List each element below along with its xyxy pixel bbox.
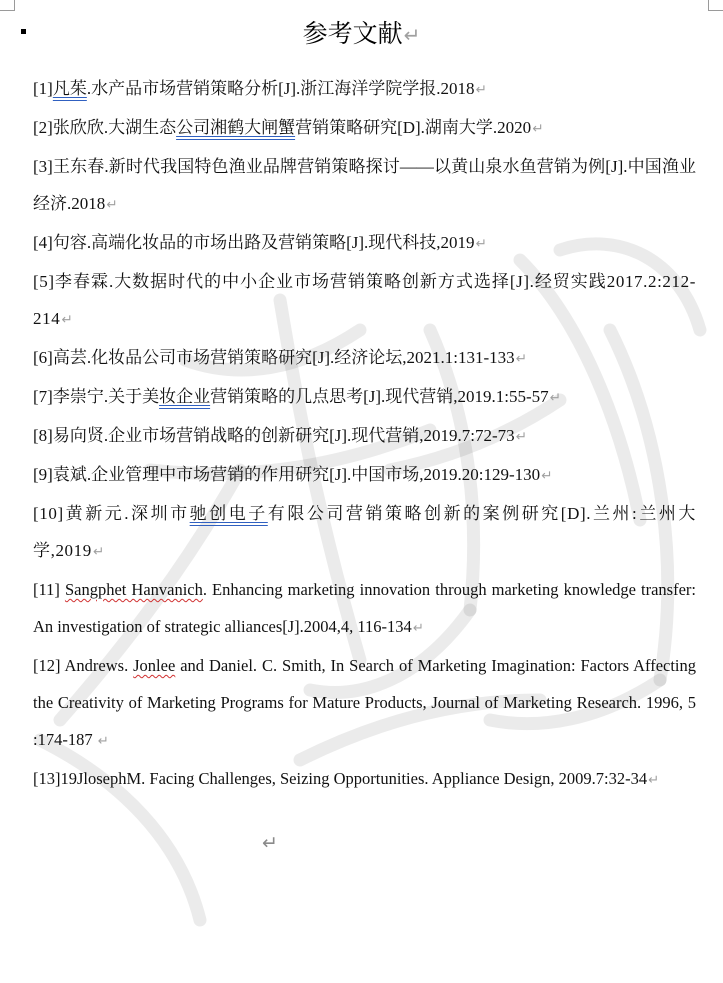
reference-text: [9]袁斌.企业管理中市场营销的作用研究[J].中国市场,2019.20:129-130	[33, 465, 541, 484]
reference-text: [2]张欣欣.大湖生态	[33, 118, 177, 137]
reference-text: [4]句容.高端化妆品的市场出路及营销策略[J].现代科技,2019	[33, 233, 475, 252]
reference-item-2	[33, 109, 696, 148]
return-mark-icon: ↵	[412, 621, 424, 636]
page-corner-top-right	[708, 0, 723, 11]
reference-text: [6]高芸.化妆品公司市场营销策略研究[J].经济论坛,2021.1:131-133	[33, 348, 515, 367]
reference-item-7	[33, 378, 696, 417]
reference-text: 营销策略研究[D].湖南大学.2020	[295, 118, 532, 137]
reference-text: [13]19JlosephM. Facing Challenges, Seizing Opportunities. Appliance Design, 2009.7:32-34	[33, 769, 648, 788]
spell-marked-text: 凡茱	[52, 79, 87, 98]
reference-item-13	[33, 760, 696, 799]
reference-text: 营销策略的几点思考[J].现代营销,2019.1:55-57	[210, 387, 549, 406]
reference-text: . Enhancing marketing innovation through marketing knowledge transfer: An investigation of strategic alliances[J].2004,4, 116-134	[33, 580, 696, 636]
return-mark-icon: ↵	[475, 236, 487, 252]
reference-text: 有限公司营销策略创新的案例研究[D].兰州:兰州大学,2019	[33, 504, 696, 560]
reference-item-6	[33, 339, 696, 378]
reference-text: [1]	[33, 79, 53, 98]
spell-marked-text: Jonlee	[133, 656, 176, 675]
reference-item-10	[33, 495, 696, 571]
spell-marked-text: 公司湘鹤大闸蟹	[176, 118, 296, 137]
page-title-text: 参考文献	[302, 19, 403, 48]
return-mark-icon: ↵	[648, 773, 660, 788]
reference-text: .水产品市场营销策略分析[J].浙江海洋学院学报.2018	[86, 79, 475, 98]
reference-item-11	[33, 571, 696, 647]
reference-text: [12] Andrews.	[33, 656, 134, 675]
reference-item-1	[33, 70, 696, 109]
return-mark-icon: ↵	[61, 312, 74, 328]
return-mark-icon: ↵	[541, 468, 553, 484]
reference-item-5	[33, 263, 696, 339]
reference-text: [11]	[33, 580, 65, 599]
return-mark-icon: ↵	[403, 23, 421, 47]
reference-text: [3]王东春.新时代我国特色渔业品牌营销策略探讨——以黄山泉水鱼营销为例[J].中国渔业经济.2018	[33, 157, 696, 213]
spell-marked-text: Sangphet Hanvanich	[64, 580, 203, 599]
spell-marked-text: 妆企业	[159, 387, 211, 406]
return-mark-icon: ↵	[106, 197, 118, 213]
return-mark-icon: ↵	[92, 544, 105, 560]
spell-marked-text: 驰创电子	[189, 504, 268, 523]
reference-item-8	[33, 417, 696, 456]
reference-text: [7]李崇宁.关于美	[33, 387, 160, 406]
reference-item-12	[33, 647, 696, 760]
reference-text: [5]李春霖.大数据时代的中小企业市场营销策略创新方式选择[J].经贸实践2017.2:212-214	[33, 272, 696, 328]
reference-text: [10]黄新元.深圳市	[33, 504, 190, 523]
reference-item-9	[33, 456, 696, 495]
reference-list	[33, 70, 696, 799]
reference-text: and Daniel. C. Smith, In Search of Marketing Imagination: Factors Affecting the Creativity of Marketing Programs for Mature Products, Journal of Marketing Research. 1996, 5 :174-187	[33, 656, 697, 749]
return-mark-icon: ↵	[262, 832, 278, 854]
reference-text: [8]易向贤.企业市场营销战略的创新研究[J].现代营销,2019.7:72-73	[33, 426, 515, 445]
return-mark-icon: ↵	[475, 82, 487, 98]
page-corner-top-left	[0, 0, 15, 11]
return-mark-icon: ↵	[515, 351, 528, 367]
return-mark-icon: ↵	[532, 121, 544, 137]
return-mark-icon: ↵	[549, 390, 562, 406]
return-mark-icon: ↵	[97, 734, 109, 749]
return-mark-icon: ↵	[515, 429, 528, 445]
page-title	[0, 14, 723, 55]
reference-item-4	[33, 224, 696, 263]
reference-item-3	[33, 148, 696, 224]
